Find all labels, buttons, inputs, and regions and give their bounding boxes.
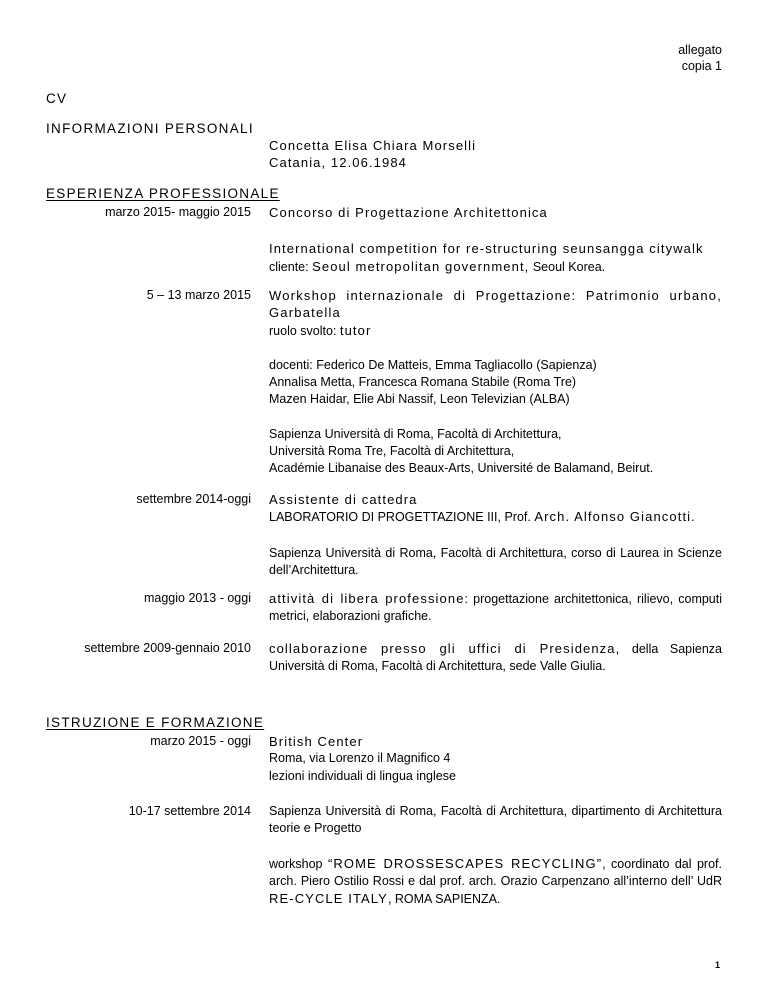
education-line-2: lezioni individuali di lingua inglese — [269, 768, 456, 783]
docenti-list — [269, 357, 722, 409]
experience-desc-3: Sapienza Università di Roma, Facoltà di Architettura, corso di Laurea in Scienze dell’Architettura. — [269, 545, 722, 577]
client-name: Seoul metropolitan government, — [312, 258, 530, 274]
institution-line: Università Roma Tre, Facoltà di Architettura, — [269, 444, 515, 459]
education-line-1: Roma, via Lorenzo il Magnifico 4 — [269, 751, 451, 766]
experience-entry-4 — [269, 590, 722, 626]
personal-details — [269, 137, 722, 172]
docenti-line: Mazen Haidar, Elie Abi Nassif, Leon Televizian (ALBA) — [269, 392, 570, 407]
experience-title-3: Assistente di cattedra — [269, 492, 418, 507]
lab-name: LABORATORIO DI PROGETTAZIONE III, Prof. — [269, 510, 535, 525]
workshop-end: , ROMA SAPIENZA. — [387, 892, 501, 907]
institution-line: Académie Libanaise des Beaux-Arts, Université de Balamand, Beirut. — [269, 461, 654, 476]
education-entry-1 — [269, 733, 722, 785]
role-value: tutor — [339, 322, 372, 338]
docenti-line: docenti: Federico De Matteis, Emma Tagliacollo (Sapienza) — [269, 357, 597, 372]
experience-desc-4: : progettazione architettonica, rilievo, computi metrici, elaborazioni grafiche. — [269, 592, 723, 624]
section-heading-experience: ESPERIENZA PROFESSIONALE — [46, 186, 280, 201]
experience-subtitle-1: International competition for re-structuring seunsangga citywalk — [269, 241, 704, 257]
workshop-prefix: workshop — [269, 856, 328, 871]
institutions-list — [269, 426, 722, 478]
experience-title-1: Concorso di Progettazione Architettonica — [269, 205, 548, 220]
experience-entry-2 — [269, 287, 722, 478]
workshop-mid: , coordinato dal prof. arch. Piero Ostilio Rossi e dal prof. arch. Orazio Carpenzano all’interno dell’ UdR — [269, 856, 722, 888]
docenti-line: Annalisa Metta, Francesca Romana Stabile (Roma Tre) — [269, 375, 577, 390]
professor-name: Arch. Alfonso Giancotti — [534, 509, 692, 525]
workshop-udr: RE-CYCLE ITALY — [269, 891, 388, 907]
workshop-desc — [269, 855, 722, 909]
client-label: cliente: — [269, 259, 313, 274]
experience-role-2 — [269, 322, 722, 340]
experience-lab-3 — [269, 508, 722, 526]
page-number: 1 — [714, 960, 720, 970]
experience-date-5: settembre 2009-gennaio 2010 — [84, 641, 251, 655]
experience-date-3: settembre 2014-oggi — [136, 492, 251, 506]
experience-entry-5 — [269, 640, 722, 676]
experience-date-4: maggio 2013 - oggi — [143, 591, 251, 605]
section-heading-education: ISTRUZIONE E FORMAZIONE — [46, 715, 265, 730]
header-line-1: allegato — [678, 43, 722, 57]
experience-title-5: collaborazione presso gli uffici di Presidenza, — [269, 641, 621, 656]
workshop-title: Workshop internazionale di Progettazione: Patrimonio urbano, Garbatella — [269, 288, 722, 321]
person-name: Concetta Elisa Chiara Morselli — [269, 138, 477, 153]
experience-title-2 — [269, 287, 722, 322]
lab-end: . — [691, 510, 695, 525]
cv-label: CV — [46, 91, 68, 106]
education-entry-2 — [269, 803, 722, 908]
experience-desc-5: della Sapienza Università di Roma, Facoltà di Architettura, sede Valle Giulia. — [269, 642, 722, 674]
institution-line: Sapienza Università di Roma, Facoltà di Architettura, — [269, 426, 562, 441]
experience-client-1 — [269, 258, 722, 276]
header-annotation — [678, 42, 722, 74]
experience-date-2: 5 – 13 marzo 2015 — [146, 288, 251, 302]
education-title-1: British Center — [269, 734, 364, 749]
header-line-2: copia 1 — [681, 59, 722, 73]
client-place: Seoul Korea. — [529, 259, 606, 274]
education-date-2: 10-17 settembre 2014 — [128, 804, 251, 818]
experience-title-4: attività di libera professione — [269, 591, 465, 606]
workshop-title: “ROME DROSSESCAPES RECYCLING” — [327, 855, 603, 871]
education-date-1: marzo 2015 - oggi — [150, 734, 251, 748]
role-label: ruolo svolto: — [269, 323, 340, 338]
experience-date-1: marzo 2015- maggio 2015 — [105, 205, 251, 219]
birth-info: Catania, 12.06.1984 — [269, 155, 407, 171]
section-heading-personal: INFORMAZIONI PERSONALI — [46, 121, 254, 136]
experience-entry-3 — [269, 491, 722, 579]
experience-entry-1 — [269, 204, 722, 276]
education-desc-2: Sapienza Università di Roma, Facoltà di Architettura, dipartimento di Architettura teorie e Progetto — [269, 804, 722, 836]
